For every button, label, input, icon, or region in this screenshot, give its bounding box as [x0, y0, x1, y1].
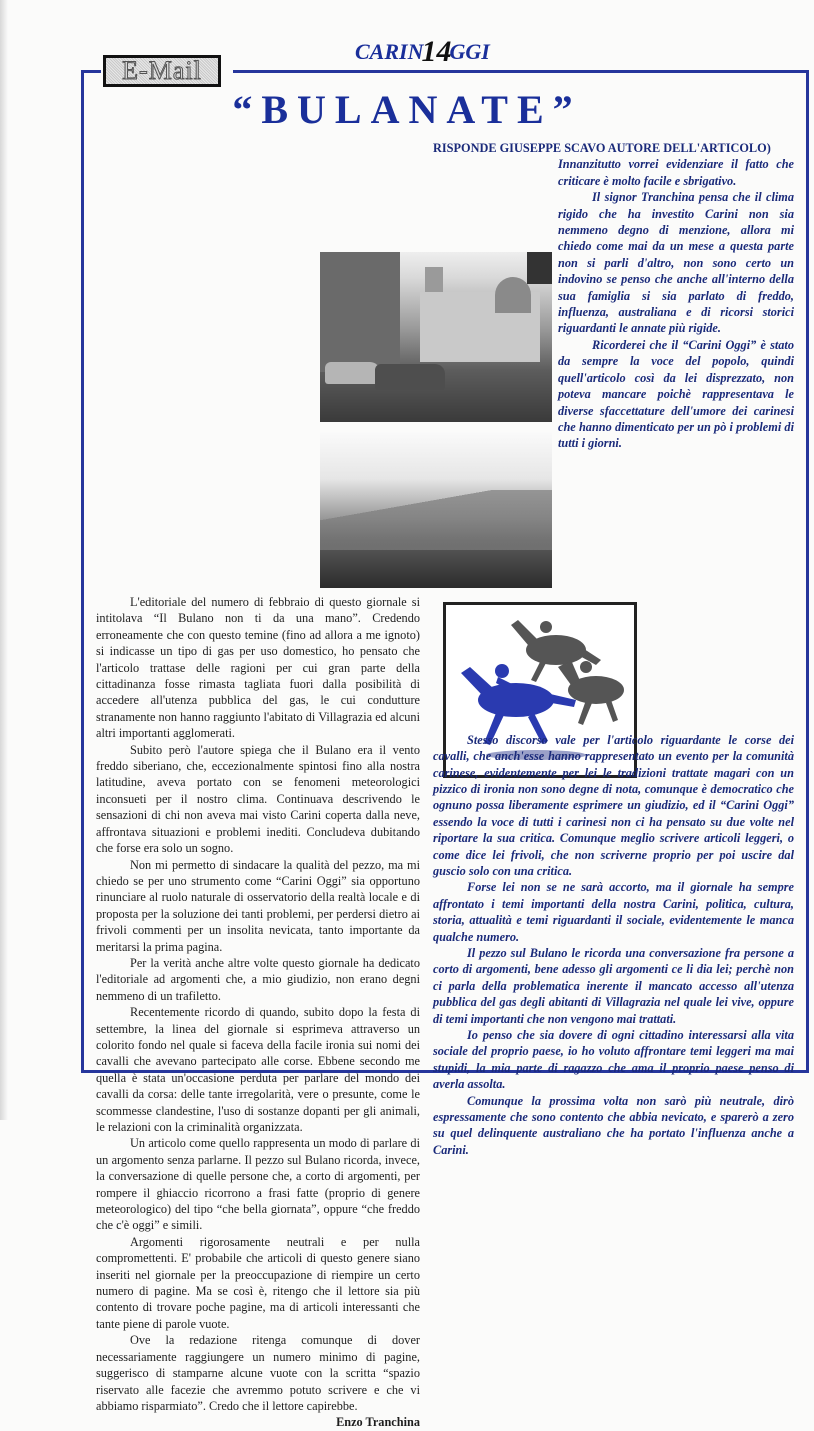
reply-paragraph: Io penso che sia dovere di ogni cittadino interessarsi alla vita sociale del proprio paese, io ho voluto affrontare temi leggeri ma mai stupidi, la mia parte di ragazzo che ama il proprio paese penso di averla assolta.: [433, 1028, 794, 1092]
reply-paragraph: Ricorderei che il “Carini Oggi” è stato da sempre la voce del popolo, quindi quell'articolo così da lei disprezzato, non poteva mancare poichè rappresentava le diverse sfaccettature dell'umore dei carinesi che hanno dimenticato per un pò i problemi di tutti i giorni.: [558, 337, 794, 451]
letter-paragraph: L'editoriale del numero di febbraio di questo giornale si intitolava “Il Bulano non ti da una mano”. Credendo erroneamente che con questo temine (fino ad allora a me ignoto) si indicasse un tipo di gas per uso domestico, ho pensato che l'articolo trattase delle ragioni per cui gran parte della cittadinanza fosse rimasta tagliata fuori dalla posibilità di accedere all'utenza pubblica del gas, le cui condutture stranamente non hanno raggiunto l'abitato di Villagrazia ed alcuni altri importanti agglomerati.: [96, 595, 420, 741]
reply-heading: RISPONDE GIUSEPPE SCAVO AUTORE DELL'ARTICOLO): [433, 141, 771, 155]
logo-issue-number: 14: [421, 35, 452, 68]
section-badge: [103, 55, 221, 87]
photo-wrap-spacer: [433, 222, 558, 554]
letter-paragraph: Argomenti rigorosamente neutrali e per nulla compromettenti. E' probabile che articoli di questo genere siano inseriti nel giornale per la preoccupazione di riempire un certo numero di pagine. Ma se così è, ritengo che il lettore sia più contento di trovare poche pagine, ma di articoli interessanti che tante piene di parole vuote.: [96, 1234, 420, 1331]
letter-paragraph: Recentemente ricordo di quando, subito dopo la festa di settembre, la linea del giornale si esprimeva attraverso un colorito fondo nel quale si faceva della facile ironia sui nomi dei cavalli che avevano partecipato alle corse. Ebbene secondo me quella è stata un'occasione perduta per parlare del mondo dei cavalli da corsa: delle tante irregolarità, vere o presunte, come le scommesse clandestine, l'uso di sostanze dopanti per gli animali, le relazioni con la criminalità organizzata.: [96, 1005, 420, 1134]
reply-paragraph: Il signor Tranchina pensa che il clima rigido che ha investito Carini non sia nemmeno degno di menzione, allora mi chiedo come mai da un mese a questa parte non si parli d'altro, non sono certo un indovino se penso che anche all'interno della sua famiglia si sia parlato di freddo, influenza, australiana e di ricorsi storici riguardanti le annate più rigide.: [558, 190, 794, 336]
letter-paragraph: Ove la redazione ritenga comunque di dover necessariamente raggiungere un numero minimo di pagine, suggerisco di stamparne alcune vuote con la scritta “spazio riservato alle facezie che avremmo potuto scrivere e che vi abbiamo risparmiato”. Credo che il lettore capirebbe.: [96, 1333, 420, 1413]
reply-paragraph: Stesso discorso vale per l'articolo riguardante le corse dei cavalli, che anch'esse hanno rappresentato un evento per la comunità carinese, evidentemente per lei le tradizioni trattate magari con un pizzico di ironia non sono degne di nota, comunque è democratico che ognuno possa liberamente esprimere un giudizio, ed il “Carini Oggi” essendo la voce di tutti i carinesi non ci ha pensato su due volte nel riportare la sua critica. Comunque meglio scrivere articoli leggeri, o come dice lei frivoli, che non scriverne proprio per poi uscire dal guscio solo con una critica.: [433, 732, 794, 878]
letter-signature: Enzo Tranchina: [336, 1415, 420, 1430]
reply-paragraph: Comunque la prossima volta non sarò più neutrale, dirò espressamente che sono contento che abbia nevicato, e sparerò a zero su quel delinquente australiano che ha portato l'influenza anche a Carini.: [433, 1093, 794, 1157]
magazine-logo: [355, 33, 490, 67]
letter-paragraph: Un articolo come quello rappresenta un modo di parlare di un argomento senza parlarne. Il pezzo sul Bulano ricorda, invece, la conversazione di quelle persone che, a corto di argomenti, per rompere il ghiaccio ricorrono a frasi fatte (proprio di genere meteorologico) del tipo “che bella giornata”, oppure “che freddo che c'è oggi” e simili.: [96, 1136, 420, 1233]
photos-float-spacer: [186, 252, 422, 594]
article-title: “BULANATE”: [232, 87, 582, 132]
letter-paragraph: Per la verità anche altre volte questo giornale ha dedicato l'editoriale ad argomenti che, a mio giudizio, non erano degni nemmeno di un trafiletto.: [96, 955, 420, 1003]
page-edge-shadow: [0, 0, 8, 1120]
horses-float-spacer: [546, 548, 740, 728]
reply-paragraph: Forse lei non se ne sarà accorto, ma il giornale ha sempre affrontato i temi importanti della nostra Carini, politica, cultura, storia, attualità e temi riguardanti il sociale, evidentemente le manca qualche numero.: [433, 880, 794, 944]
logo-text-right: GGI: [449, 39, 490, 64]
letter-paragraph: Subito però l'autore spiega che il Bulano era il vento freddo siberiano, che, eccezionalmente spintosi fino alla nostra latitudine, aveva portato con se fenomeni meteorologici inconsueti per il nostro clima. Continuava descrivendo le sensazioni di chi non aveva mai visto Carini coperta dalla neve, affrontava situazioni e problemi inediti. Concludeva dubitando che forse era solo un sogno.: [96, 742, 420, 856]
letter-column: [96, 137, 420, 1431]
logo-text-left: CARIN: [355, 39, 424, 64]
reply-paragraph: Il pezzo sul Bulano le ricorda una conversazione fra persone a corto di argomenti, bene adesso gli argomenti ce li dia lei; perchè non ci parla della problematica inerente il mancato accesso all'utenza pubblica del gas degli abitanti di Villagrazia nel quale lei vive, oppure di temi importanti che non vengono mai trattati.: [433, 946, 794, 1026]
reply-column: [433, 140, 794, 1158]
letter-paragraph: Non mi permetto di sindacare la qualità del pezzo, ma mi chiedo se per uno strumento come “Carini Oggi” sia opportuno rinunciare al ruolo naturale di osservatorio della realtà locale e di proposta per la soluzione dei tanti problemi, per perdersi dietro ai frivoli commenti per un insolita nevicata, tanto importante da meritarsi la prima pagina.: [96, 857, 420, 954]
reply-paragraph: Innanzitutto vorrei evidenziare il fatto che criticare è molto facile e sbrigativo.: [558, 157, 794, 188]
section-badge-label: E-Mail: [122, 56, 202, 85]
